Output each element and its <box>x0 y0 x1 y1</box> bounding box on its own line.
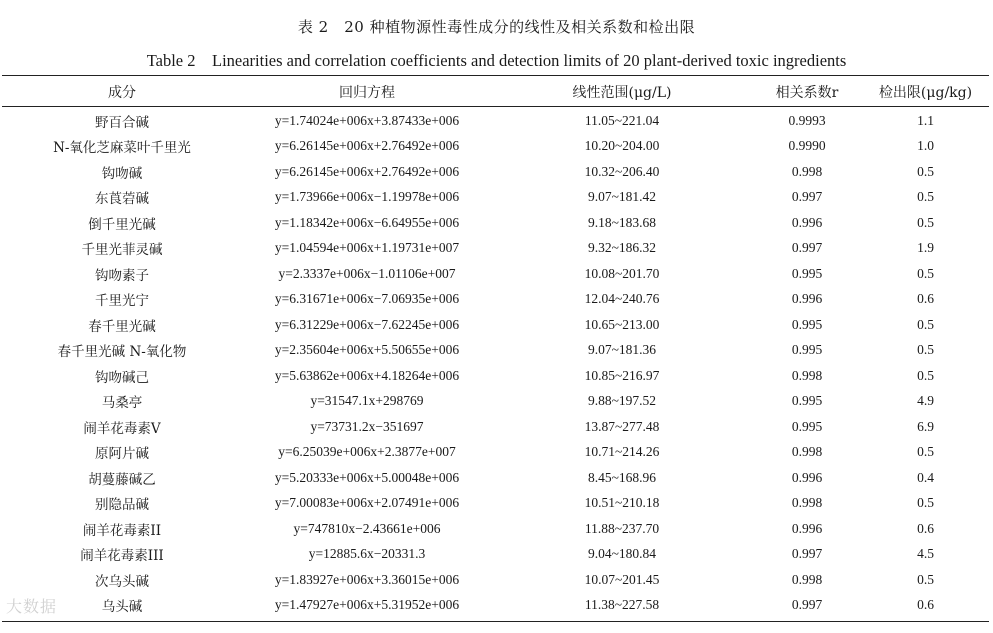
cell-linear-range: 12.04~240.76 <box>584 291 660 307</box>
cell-regression-equation: y=2.3337e+006x−1.01106e+007 <box>278 265 456 281</box>
cell-regression-equation: y=6.31671e+006x−7.06935e+006 <box>274 291 460 307</box>
cell-regression-equation: y=1.18342e+006x−6.64955e+006 <box>274 214 460 230</box>
cell-detection-limit: 4.5 <box>917 546 934 562</box>
cell-correlation-coefficient: 0.997 <box>791 240 823 256</box>
cell-correlation-coefficient: 0.997 <box>791 546 823 562</box>
cell-component: 倒千里光碱 <box>88 216 156 233</box>
cell-linear-range: 9.07~181.42 <box>587 189 657 205</box>
cell-detection-limit: 0.5 <box>917 265 934 281</box>
cell-component: 胡蔓藤碱乙 <box>88 471 156 488</box>
cell-linear-range: 9.04~180.84 <box>587 546 657 562</box>
header-detection-limit: 检出限(μg/kg) <box>878 85 973 101</box>
cell-component: 别隐品碱 <box>95 497 149 514</box>
cell-linear-range: 9.32~186.32 <box>587 240 657 256</box>
cell-component: 闹羊花毒素III <box>80 548 164 565</box>
cell-correlation-coefficient: 0.998 <box>791 163 823 179</box>
table-bottom-rule <box>2 621 989 622</box>
cell-detection-limit: 0.5 <box>917 189 934 205</box>
cell-linear-range: 11.88~237.70 <box>584 520 660 536</box>
cell-component: 马桑亭 <box>101 395 143 412</box>
cell-correlation-coefficient: 0.997 <box>791 189 823 205</box>
cell-linear-range: 10.32~206.40 <box>584 163 660 179</box>
cell-detection-limit: 0.6 <box>917 520 934 536</box>
cell-component: 乌头碱 <box>101 599 143 616</box>
cell-regression-equation: y=5.20333e+006x+5.00048e+006 <box>274 469 460 485</box>
table-top-rule <box>2 75 989 76</box>
cell-linear-range: 9.07~181.36 <box>587 342 657 358</box>
cell-component: 钩吻碱 <box>101 165 143 182</box>
table-header-row <box>2 78 989 106</box>
cell-regression-equation: y=6.25039e+006x+2.3877e+007 <box>278 444 456 460</box>
cell-component: 次乌头碱 <box>95 573 149 590</box>
cell-component: 钩吻碱己 <box>95 369 149 386</box>
cell-linear-range: 9.18~183.68 <box>587 214 657 230</box>
cell-correlation-coefficient: 0.998 <box>791 495 823 511</box>
cell-component: 野百合碱 <box>95 114 149 131</box>
table-row <box>2 491 989 517</box>
cell-correlation-coefficient: 0.995 <box>791 393 823 409</box>
table-row <box>2 440 989 466</box>
cell-component: 千里光菲灵碱 <box>81 242 163 259</box>
table-row <box>2 312 989 338</box>
data-table <box>2 78 989 618</box>
table-row <box>2 516 989 542</box>
cell-detection-limit: 1.1 <box>917 112 934 128</box>
table-row <box>2 210 989 236</box>
cell-detection-limit: 0.5 <box>917 571 934 587</box>
cell-regression-equation: y=1.74024e+006x+3.87433e+006 <box>274 112 460 128</box>
cell-regression-equation: y=12885.6x−20331.3 <box>308 546 426 562</box>
cell-correlation-coefficient: 0.996 <box>791 520 823 536</box>
cell-correlation-coefficient: 0.9993 <box>788 112 826 128</box>
cell-linear-range: 10.20~204.00 <box>584 138 660 154</box>
cell-detection-limit: 0.5 <box>917 342 934 358</box>
cell-correlation-coefficient: 0.9990 <box>788 138 826 154</box>
cell-component: 钩吻素子 <box>95 267 149 284</box>
header-correlation-coefficient: 相关系数r <box>775 85 839 101</box>
cell-regression-equation: y=6.26145e+006x+2.76492e+006 <box>274 138 460 154</box>
cell-detection-limit: 1.0 <box>917 138 934 154</box>
table-row <box>2 261 989 287</box>
cell-component: 原阿片碱 <box>95 446 149 463</box>
cell-linear-range: 11.05~221.04 <box>584 112 660 128</box>
cell-linear-range: 13.87~277.48 <box>584 418 660 434</box>
cell-regression-equation: y=2.35604e+006x+5.50655e+006 <box>274 342 460 358</box>
table-row <box>2 465 989 491</box>
cell-correlation-coefficient: 0.996 <box>791 469 823 485</box>
table-row <box>2 159 989 185</box>
cell-detection-limit: 0.5 <box>917 214 934 230</box>
cell-regression-equation: y=747810x−2.43661e+006 <box>293 520 441 536</box>
cell-detection-limit: 0.6 <box>917 291 934 307</box>
table-row <box>2 414 989 440</box>
table-row <box>2 542 989 568</box>
cell-linear-range: 10.65~213.00 <box>584 316 660 332</box>
cell-correlation-coefficient: 0.995 <box>791 342 823 358</box>
cell-detection-limit: 0.5 <box>917 163 934 179</box>
cell-correlation-coefficient: 0.998 <box>791 444 823 460</box>
cell-detection-limit: 0.4 <box>917 469 934 485</box>
cell-component: 东莨菪碱 <box>95 191 149 208</box>
cell-linear-range: 10.51~210.18 <box>584 495 660 511</box>
table-row <box>2 363 989 389</box>
cell-detection-limit: 0.6 <box>917 597 934 613</box>
table-row <box>2 389 989 415</box>
table-caption-english: Table 2 Linearities and correlation coefficients and detection limits of 20 plant-derived toxic ingredients <box>146 51 847 70</box>
cell-detection-limit: 1.9 <box>917 240 934 256</box>
cell-regression-equation: y=6.31229e+006x−7.62245e+006 <box>274 316 460 332</box>
header-component: 成分 <box>108 85 136 101</box>
cell-regression-equation: y=6.26145e+006x+2.76492e+006 <box>274 163 460 179</box>
cell-detection-limit: 6.9 <box>917 418 934 434</box>
cell-correlation-coefficient: 0.995 <box>791 418 823 434</box>
cell-regression-equation: y=1.83927e+006x+3.36015e+006 <box>274 571 460 587</box>
table-row <box>2 134 989 160</box>
header-linear-range: 线性范围(μg/L) <box>572 85 672 101</box>
cell-linear-range: 10.08~201.70 <box>584 265 660 281</box>
cell-linear-range: 10.71~214.26 <box>584 444 660 460</box>
cell-detection-limit: 4.9 <box>917 393 934 409</box>
table-row <box>2 236 989 262</box>
cell-correlation-coefficient: 0.998 <box>791 571 823 587</box>
table-row <box>2 108 989 134</box>
table-row <box>2 185 989 211</box>
cell-correlation-coefficient: 0.995 <box>791 265 823 281</box>
cell-component: N-氧化芝麻菜叶千里光 <box>53 140 191 157</box>
cell-linear-range: 8.45~168.96 <box>587 469 657 485</box>
watermark: 大数据 <box>6 597 58 616</box>
cell-linear-range: 10.07~201.45 <box>584 571 660 587</box>
cell-linear-range: 11.38~227.58 <box>584 597 660 613</box>
cell-detection-limit: 0.5 <box>917 444 934 460</box>
cell-component: 闹羊花毒素V <box>83 420 161 437</box>
cell-regression-equation: y=73731.2x−351697 <box>310 418 424 434</box>
table-row <box>2 593 989 619</box>
cell-regression-equation: y=1.47927e+006x+5.31952e+006 <box>274 597 460 613</box>
table-row <box>2 567 989 593</box>
cell-regression-equation: y=31547.1x+298769 <box>310 393 424 409</box>
cell-detection-limit: 0.5 <box>917 367 934 383</box>
cell-correlation-coefficient: 0.998 <box>791 367 823 383</box>
table-row <box>2 287 989 313</box>
cell-component: 千里光宁 <box>95 293 149 310</box>
cell-component: 春千里光碱 N-氧化物 <box>57 344 187 361</box>
cell-detection-limit: 0.5 <box>917 316 934 332</box>
cell-regression-equation: y=1.73966e+006x−1.19978e+006 <box>274 189 460 205</box>
cell-correlation-coefficient: 0.997 <box>791 597 823 613</box>
table-row <box>2 338 989 364</box>
table-caption-chinese: 表 2 20 种植物源性毒性成分的线性及相关系数和检出限 <box>297 18 696 36</box>
cell-correlation-coefficient: 0.995 <box>791 316 823 332</box>
cell-component: 春千里光碱 <box>88 318 156 335</box>
cell-component: 闹羊花毒素II <box>82 522 162 539</box>
cell-linear-range: 10.85~216.97 <box>584 367 660 383</box>
cell-detection-limit: 0.5 <box>917 495 934 511</box>
header-regression-equation: 回归方程 <box>339 85 395 101</box>
cell-correlation-coefficient: 0.996 <box>791 291 823 307</box>
cell-regression-equation: y=5.63862e+006x+4.18264e+006 <box>274 367 460 383</box>
cell-regression-equation: y=1.04594e+006x+1.19731e+007 <box>274 240 460 256</box>
cell-regression-equation: y=7.00083e+006x+2.07491e+006 <box>274 495 460 511</box>
cell-correlation-coefficient: 0.996 <box>791 214 823 230</box>
table-body <box>2 106 989 618</box>
cell-linear-range: 9.88~197.52 <box>587 393 657 409</box>
